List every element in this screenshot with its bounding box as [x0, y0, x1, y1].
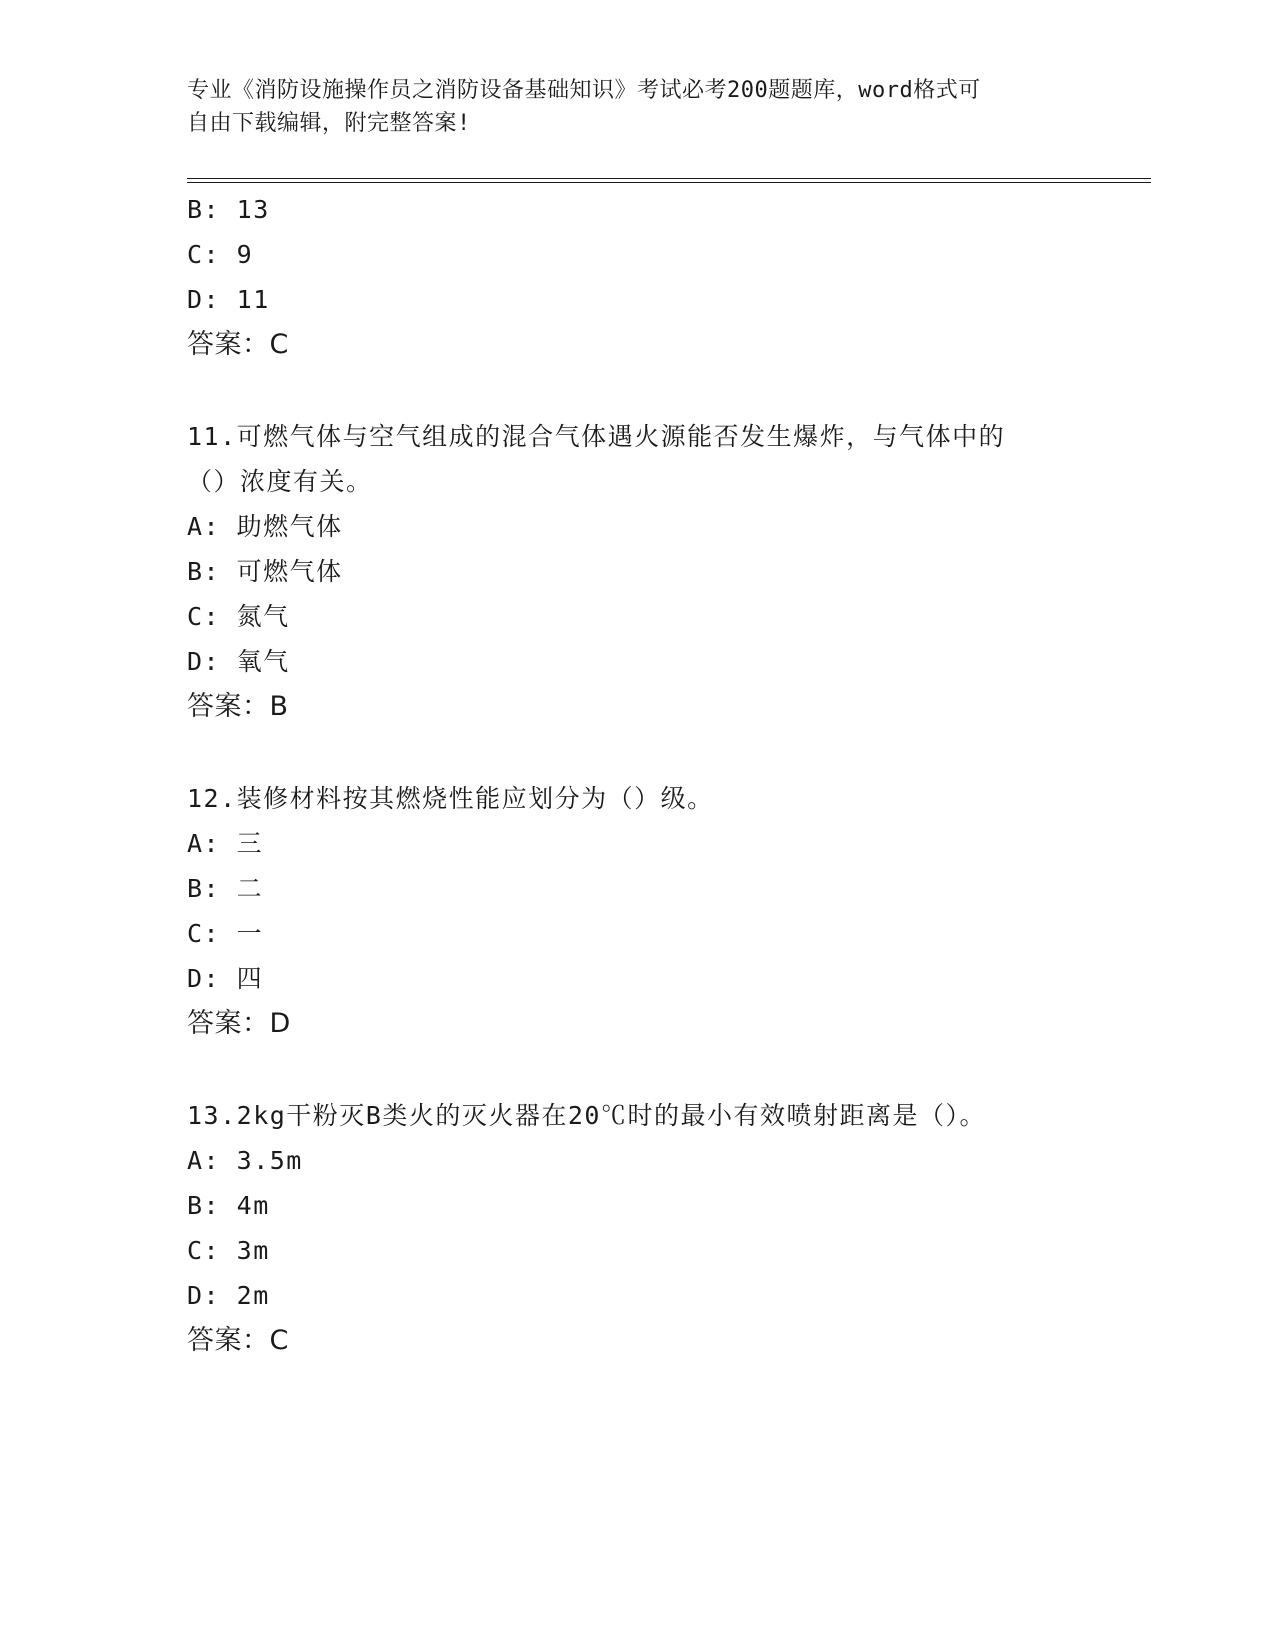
option-a: A: 助燃气体: [187, 512, 343, 541]
option-a: A: 3.5m: [187, 1146, 303, 1175]
question-stem-line-1: 13.2kg干粉灭B类火的灭火器在20℃时的最小有效喷射距离是（）。: [187, 1101, 986, 1130]
answer-line: 答案：B: [187, 691, 289, 722]
question-spacer: [187, 1046, 1087, 1093]
option-a: A: 三: [187, 829, 264, 858]
question-list: [187, 187, 1087, 1363]
answer-line: 答案：C: [187, 329, 289, 360]
option-b: B: 4m: [187, 1191, 270, 1220]
option-c: C: 氮气: [187, 602, 290, 631]
header-title-line-2: 自由下载编辑，附完整答案!: [187, 111, 471, 136]
header-title-line-1: 专业《消防设施操作员之消防设备基础知识》考试必考200题题库，word格式可: [187, 78, 981, 103]
document-header: [187, 74, 1067, 140]
option-c: C: 一: [187, 919, 264, 948]
option-c: C: 3m: [187, 1236, 270, 1265]
answer-line: 答案：C: [187, 1325, 289, 1356]
option-b: B: 13: [187, 195, 270, 224]
option-c: C: 9: [187, 240, 254, 269]
option-d: D: 四: [187, 964, 264, 993]
option-b: B: 二: [187, 874, 264, 903]
option-d: D: 2m: [187, 1281, 270, 1310]
option-b: B: 可燃气体: [187, 557, 343, 586]
question-spacer: [187, 729, 1087, 776]
question-11: [187, 414, 1087, 729]
question-10-continued: [187, 187, 1087, 367]
question-13: [187, 1093, 1087, 1363]
question-stem-line-1: 12.装修材料按其燃烧性能应划分为（）级。: [187, 784, 714, 813]
question-stem-line-1: 11.可燃气体与空气组成的混合气体遇火源能否发生爆炸，与气体中的: [187, 422, 1006, 451]
option-d: D: 氧气: [187, 647, 290, 676]
question-12: [187, 776, 1087, 1046]
question-stem-line-2: （）浓度有关。: [187, 467, 373, 496]
header-double-rule: [187, 178, 1151, 183]
question-spacer: [187, 367, 1087, 414]
answer-line: 答案：D: [187, 1008, 291, 1039]
option-d: D: 11: [187, 285, 270, 314]
